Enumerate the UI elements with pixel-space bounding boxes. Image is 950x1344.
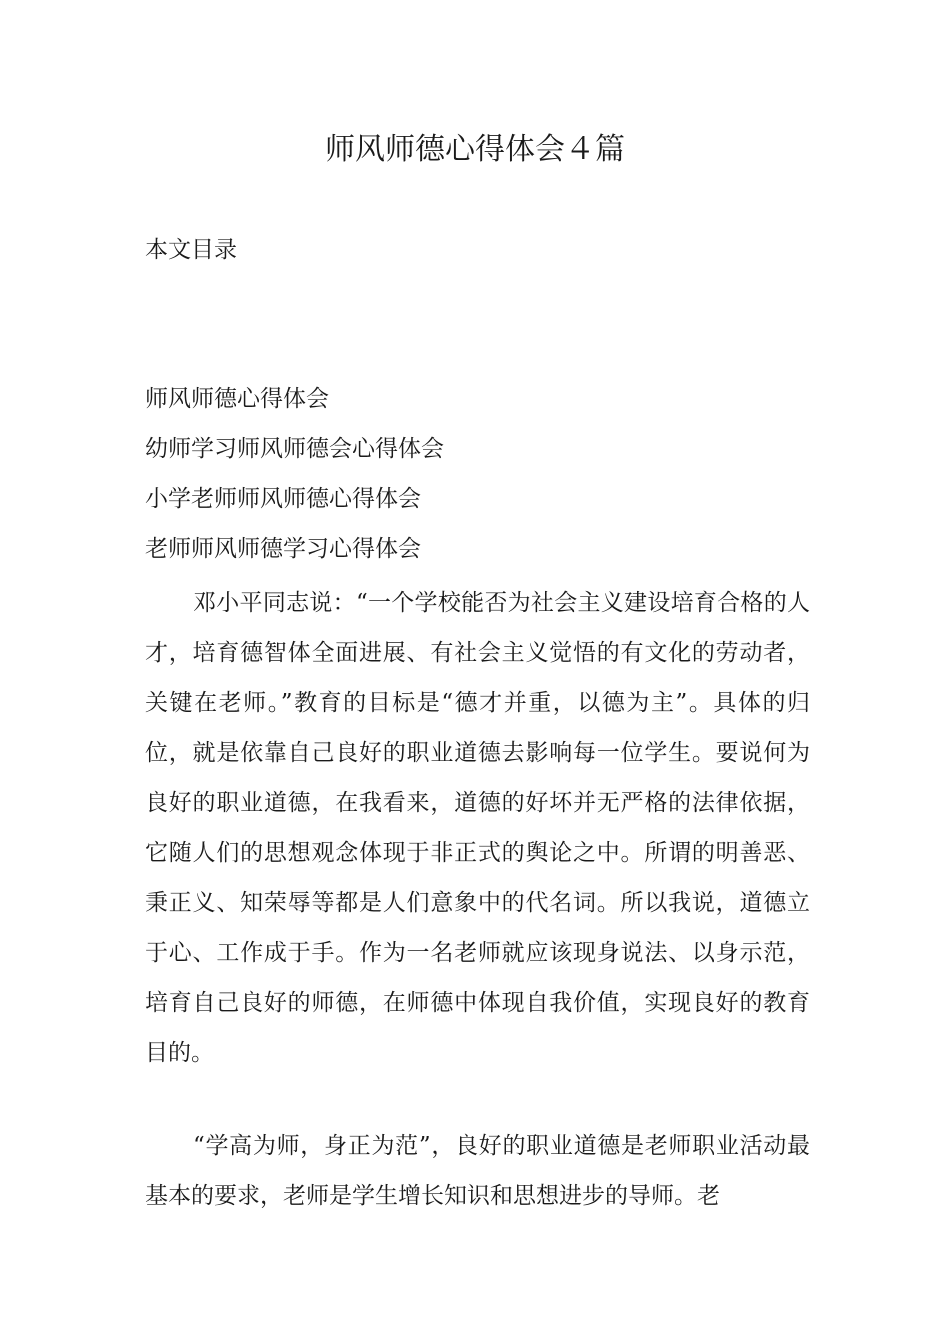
toc-item[interactable]: 师风师德心得体会 bbox=[145, 386, 329, 412]
toc-item[interactable]: 小学老师师风师德心得体会 bbox=[145, 486, 421, 512]
body-paragraph: “学高为师，身正为范”，良好的职业道德是老师职业活动最基本的要求，老师是学生增长知识和思想进步的导师。老 bbox=[145, 1133, 810, 1209]
toc-heading: 本文目录 bbox=[145, 237, 237, 263]
table-of-contents bbox=[145, 381, 444, 581]
toc-item[interactable]: 老师师风师德学习心得体会 bbox=[145, 536, 421, 562]
document-title: 师风师德心得体会４篇 bbox=[325, 132, 625, 167]
toc-item[interactable]: 幼师学习师风师德会心得体会 bbox=[145, 436, 444, 462]
body-paragraph: 邓小平同志说：“一个学校能否为社会主义建设培育合格的人才，培育德智体全面进展、有社会主义觉悟的有文化的劳动者，关键在老师。”教育的目标是“德才并重，以德为主”。具体的归位，就是依靠自己良好的职业道德去影响每一位学生。要说何为良好的职业道德，在我看来，道德的好坏并无严格的法律依据，它随人们的思想观念体现于非正式的舆论之中。所谓的明善恶、秉正义、知荣辱等都是人们意象中的代名词。所以我说，道德立于心、工作成于手。作为一名老师就应该现身说法、以身示范，培育自己良好的师德，在师德中体现自我价值，实现良好的教育目的。 bbox=[145, 590, 810, 1066]
